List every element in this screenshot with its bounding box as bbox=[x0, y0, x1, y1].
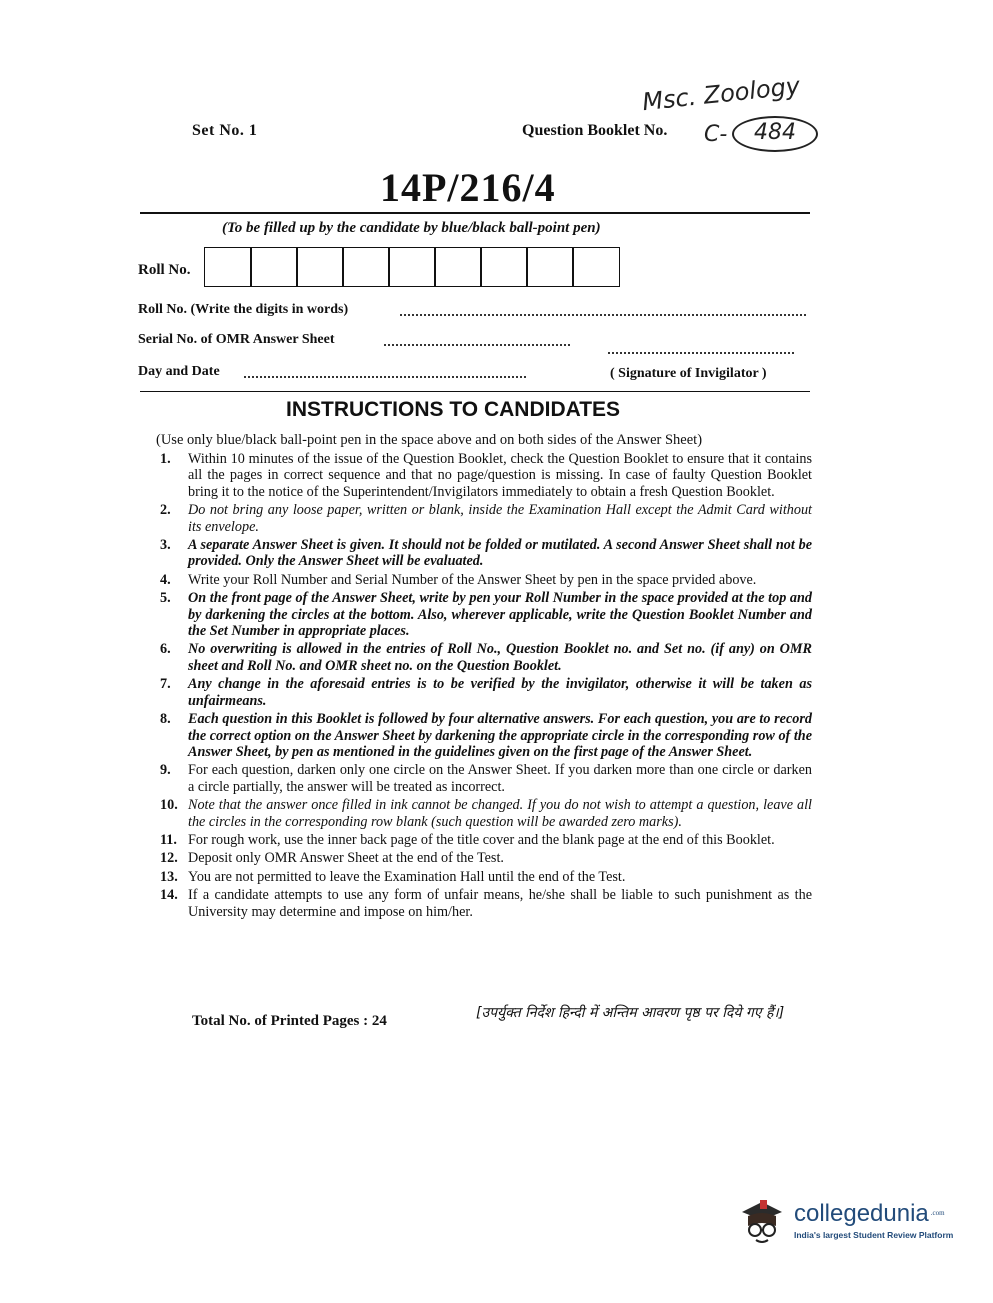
collegedunia-logo bbox=[736, 1196, 953, 1246]
roll-no-box[interactable] bbox=[296, 247, 344, 287]
roll-no-box[interactable] bbox=[526, 247, 574, 287]
handwritten-subject: Msc. Zoology bbox=[640, 71, 802, 117]
roll-no-box[interactable] bbox=[342, 247, 390, 287]
top-divider bbox=[140, 212, 810, 214]
roll-no-grid[interactable] bbox=[204, 247, 620, 287]
instruction-item: 7. Any change in the aforesaid entries is to be verified by the invigilator, otherwise it will be taken as unfairmeans. bbox=[160, 676, 812, 709]
paper-code: 14P/216/4 bbox=[380, 165, 556, 210]
hindi-note: [उपर्युक्त निर्देश हिन्दी में अन्तिम आवरण पृष्ठ पर दिये गए हैं।] bbox=[476, 1005, 785, 1021]
instruction-item: 4. Write your Roll Number and Serial Number of the Answer Sheet by pen in the space prvided above. bbox=[160, 571, 757, 588]
brand-domain: .com bbox=[930, 1208, 945, 1217]
total-pages: Total No. of Printed Pages : 24 bbox=[192, 1013, 387, 1029]
instruction-item: 3. A separate Answer Sheet is given. It should not be folded or mutilated. A second Answer Sheet shall not be provided. Only the Answer Sheet will be evaluated. bbox=[160, 537, 812, 570]
instruction-item: 9. For each question, darken only one circle on the Answer Sheet. If you darken more than one circle or darken a circle partially, the answer will be treated as incorrect. bbox=[160, 762, 812, 795]
roll-no-box[interactable] bbox=[480, 247, 528, 287]
fill-instruction: (To be filled up by the candidate by blue/black ball-point pen) bbox=[222, 220, 601, 236]
roll-no-box[interactable] bbox=[572, 247, 620, 287]
instruction-item: 10. Note that the answer once filled in ink cannot be changed. If you do not wish to attempt a question, leave all the circles in the corresponding row blank (such question will be awarded zero marks). bbox=[160, 797, 812, 830]
student-mascot-icon bbox=[736, 1196, 788, 1246]
roll-words-field[interactable] bbox=[400, 314, 806, 316]
omr-serial-label: Serial No. of OMR Answer Sheet bbox=[138, 332, 335, 347]
omr-serial-field[interactable] bbox=[384, 344, 570, 346]
roll-no-label: Roll No. bbox=[138, 262, 191, 278]
instruction-item: 5. On the front page of the Answer Sheet, write by pen your Roll Number in the space provided at the top and by darkening the circles at the bottom. Also, wherever applicable, write the Question Booklet Number and the Set Number in appropriate places. bbox=[160, 590, 812, 640]
instruction-item: 1. Within 10 minutes of the issue of the Question Booklet, check the Question Booklet to ensure that it contains all the pages in correct sequence and that no page/question is missing. In case of faulty Question Booklet bring it to the notice of the Superintendent/Invigilators immediately to obtain a fresh Question Booklet. bbox=[160, 451, 812, 500]
invigilator-signature-field[interactable] bbox=[608, 352, 794, 354]
instruction-item: 11. For rough work, use the inner back page of the title cover and the blank page at the end of this Booklet. bbox=[160, 831, 775, 848]
form-divider bbox=[140, 391, 810, 392]
question-booklet-label: Question Booklet No. bbox=[522, 122, 668, 139]
day-date-label: Day and Date bbox=[138, 364, 220, 379]
instruction-item: 2. Do not bring any loose paper, written or blank, inside the Examination Hall except the Admit Card without its envelope. bbox=[160, 502, 812, 535]
invigilator-signature-label: ( Signature of Invigilator ) bbox=[610, 366, 767, 381]
handwritten-prefix: C- bbox=[704, 122, 728, 147]
pen-usage-note: (Use only blue/black ball-point pen in the space above and on both sides of the Answer Sheet) bbox=[156, 432, 703, 448]
roll-words-label: Roll No. (Write the digits in words) bbox=[138, 302, 349, 317]
instruction-item: 14. If a candidate attempts to use any form of unfair means, he/she shall be liable to such punishment as the University may determine and impose on him/her. bbox=[160, 887, 812, 920]
set-number: Set No. 1 bbox=[192, 122, 258, 139]
booklet-number-oval: 484 bbox=[732, 116, 818, 152]
day-date-field[interactable] bbox=[244, 376, 526, 378]
instructions-list bbox=[160, 451, 812, 922]
instruction-item: 12. Deposit only OMR Answer Sheet at the end of the Test. bbox=[160, 850, 504, 867]
instruction-item: 13. You are not permitted to leave the Examination Hall until the end of the Test. bbox=[160, 868, 626, 885]
brand-tagline: India's largest Student Review Platform bbox=[794, 1230, 954, 1240]
brand-name: collegedunia bbox=[794, 1200, 929, 1227]
roll-no-box[interactable] bbox=[250, 247, 298, 287]
roll-no-box[interactable] bbox=[388, 247, 436, 287]
roll-no-box[interactable] bbox=[434, 247, 482, 287]
roll-no-box[interactable] bbox=[204, 247, 252, 287]
instruction-item: 8. Each question in this Booklet is followed by four alternative answers. For each question, you are to record the correct option on the Answer Sheet by darkening the appropriate circle in the corresponding row of the Answer Sheet, by pen as mentioned in the guidelines given on the first page of the Answer Sheet. bbox=[160, 711, 812, 760]
instruction-item: 6. No overwriting is allowed in the entries of Roll No., Question Booklet no. and Set no. (if any) on OMR sheet and Roll No. and OMR sheet no. on the Question Booklet. bbox=[160, 641, 812, 674]
brand-text bbox=[794, 1202, 953, 1240]
instructions-title: INSTRUCTIONS TO CANDIDATES bbox=[286, 398, 621, 421]
